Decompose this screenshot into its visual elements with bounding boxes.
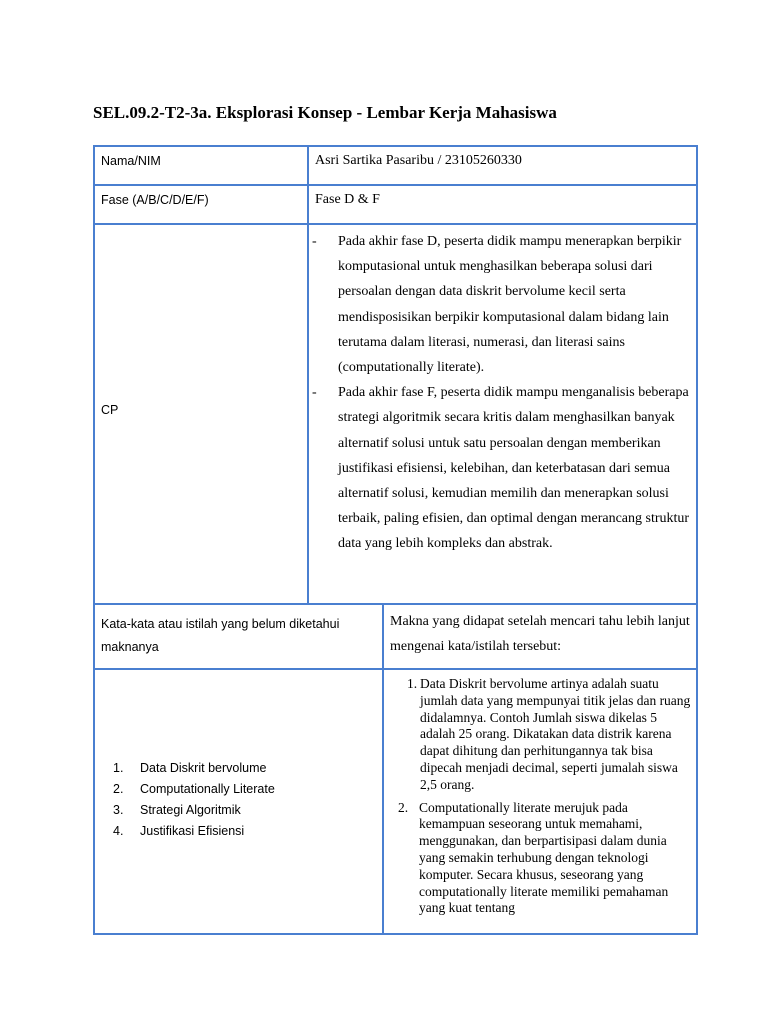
- term-text: Computationally Literate: [140, 782, 275, 796]
- label-cp: CP: [101, 403, 119, 417]
- table-column-divider-upper: [307, 145, 309, 605]
- table-row-divider: [93, 603, 698, 605]
- meanings-list: [392, 676, 692, 917]
- term-text: Justifikasi Efisiensi: [140, 824, 245, 838]
- table-border-right: [696, 145, 698, 935]
- table-row-divider: [93, 668, 698, 670]
- meaning-item: [392, 800, 692, 918]
- meaning-number: 2.: [398, 799, 409, 815]
- dash-bullet: -: [312, 234, 317, 249]
- term-item: [113, 758, 275, 779]
- table-row-divider: [93, 184, 698, 186]
- meaning-text: Computationally literate merujuk pada kemampuan seseorang untuk memahami, menggunakan, dan berpartisipasi dalam dunia yang semakin terhubung dengan teknologi komputer. Secara khusus, seseorang yang computationally literate memiliki pemahaman yang kuat tentang: [419, 799, 669, 916]
- term-number: 4.: [113, 824, 124, 838]
- terms-list: [113, 758, 275, 842]
- term-number: 2.: [113, 782, 124, 796]
- table-border-bottom: [93, 933, 698, 935]
- dash-bullet: -: [312, 385, 317, 401]
- table-border-top: [93, 145, 698, 147]
- value-fase: Fase D & F: [315, 192, 380, 207]
- term-number: 1.: [113, 761, 124, 775]
- term-item: [113, 779, 275, 800]
- label-fase: Fase (A/B/C/D/E/F): [101, 193, 209, 207]
- document-title: SEL.09.2-T2-3a. Eksplorasi Konsep - Lembar Kerja Mahasiswa: [93, 103, 557, 122]
- table-row-divider: [93, 223, 698, 225]
- meaning-text: Data Diskrit bervolume artinya adalah suatu jumlah data yang mempunyai titik jelas dan ruang didalamnya. Contoh Jumlah siswa dikelas 5 adalah 25 orang. Dikatakan data distrik karena dapat dihitung dan perhitungannya tak bisa dipecah menjadi decimal, seperti jumalah siswa 2,5 orang.: [420, 676, 691, 792]
- cp-item: [312, 380, 692, 556]
- meaning-header: Makna yang didapat setelah mencari tahu lebih lanjut mengenai kata/istilah tersebut:: [390, 614, 690, 654]
- table-border-left: [93, 145, 95, 935]
- term-item: [113, 800, 275, 821]
- terms-header: Kata-kata atau istilah yang belum diketahui maknanya: [101, 617, 340, 654]
- table-column-divider-lower: [382, 603, 384, 935]
- meaning-item: [392, 676, 692, 794]
- term-text: Data Diskrit bervolume: [140, 761, 267, 775]
- meaning-number: 1.: [407, 676, 418, 691]
- term-item: [113, 821, 275, 842]
- cp-list: [312, 229, 692, 557]
- cp-item: [312, 229, 692, 380]
- term-text: Strategi Algoritmik: [140, 803, 241, 817]
- cp-item-text: Pada akhir fase D, peserta didik mampu menerapkan berpikir komputasional untuk menghasilkan beberapa solusi dari persoalan dengan data diskrit bervolume kecil serta mendisposisikan berpikir komputasional dalam bidang lain terutama dalam literasi, numerasi, dan literasi sains (computationally literate).: [338, 234, 682, 376]
- cp-item-text: Pada akhir fase F, peserta didik mampu menganalisis beberapa strategi algoritmik secara kritis dalam menghasilkan banyak alternatif solusi untuk satu persoalan dengan memberikan justifikasi efisiensi, kelebihan, dan keterbatasan dari semua alternatif solusi, kemudian memilih dan menerapkan solusi terbaik, paling efisien, dan optimal dengan merancang struktur data yang lebih kompleks dan abstrak.: [338, 385, 690, 552]
- label-nama-nim: Nama/NIM: [101, 154, 161, 168]
- value-nama-nim: Asri Sartika Pasaribu / 23105260330: [315, 153, 522, 168]
- term-number: 3.: [113, 803, 124, 817]
